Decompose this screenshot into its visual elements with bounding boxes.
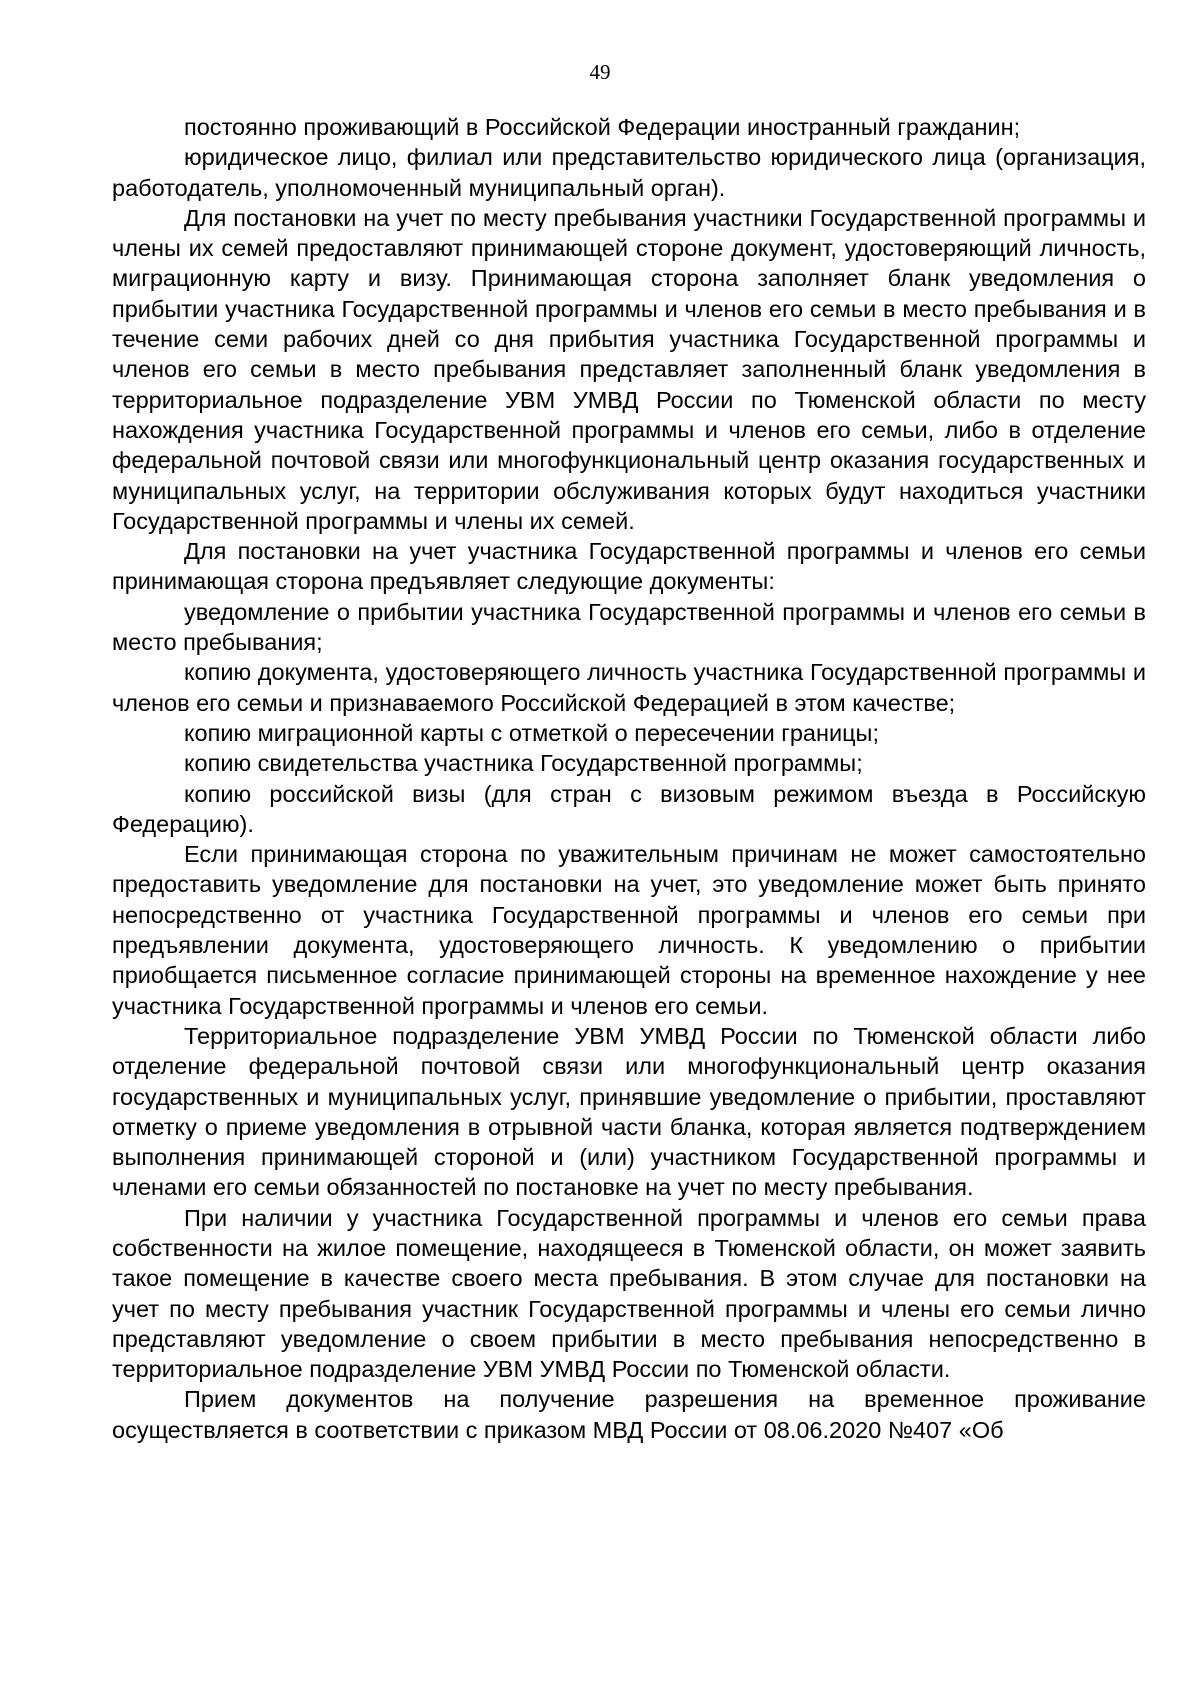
paragraph: Прием документов на получение разрешения на временное проживание осуществляется в соответствии с приказом МВД России от 08.06.2020 №407 «Об: [112, 1386, 1146, 1443]
paragraph: копию миграционной карты с отметкой о пересечении границы;: [184, 719, 879, 746]
paragraph: копию документа, удостоверяющего личность участника Государственной программы и членов его семьи и признаваемого Российской Федерацией в этом качестве;: [112, 659, 1146, 716]
document-body: [112, 112, 1146, 1445]
paragraph: Для постановки на учет участника Государственной программы и членов его семьи принимающая сторона предъявляет следующие документы:: [112, 538, 1146, 595]
paragraph: Территориальное подразделение УВМ УМВД России по Тюменской области либо отделение федеральной почтовой связи или многофункциональный центр оказания государственных и муниципальных услуг, принявшие уведомление о прибытии, проставляют отметку о приеме уведомления в отрывной части бланка, которая является подтверждением выполнения принимающей стороной и (или) участником Государственной программы и членами его семьи обязанностей по постановке на учет по месту пребывания.: [112, 1022, 1146, 1201]
paragraph: Если принимающая сторона по уважительным причинам не может самостоятельно предоставить уведомление для постановки на учет, это уведомление может быть принято непосредственно от участника Государственной программы и членов его семьи при предъявлении документа, удостоверяющего личность. К уведомлению о прибытии приобщается письменное согласие принимающей стороны на временное нахождение у нее участника Государственной программы и членов его семьи.: [112, 841, 1146, 1019]
paragraph: Для постановки на учет по месту пребывания участники Государственной программы и члены их семей предоставляют принимающей стороне документ, удостоверяющий личность, миграционную карту и визу. Принимающая сторона заполняет бланк уведомления о прибытии участника Государственной программы и членов его семьи в место пребывания и в течение семи рабочих дней со дня прибытия участника Государственной программы и членов его семьи в место пребывания представляет заполненный бланк уведомления в территориальное подразделение УВМ УМВД России по Тюменской области по месту нахождения участника Государственной программы и членов его семьи, либо в отделение федеральной почтовой связи или многофункциональный центр оказания государственных и муниципальных услуг, на территории обслуживания которых будут находиться участники Государственной программы и члены их семей.: [112, 204, 1146, 534]
page-number: 49: [589, 60, 611, 84]
paragraph: постоянно проживающий в Российской Федерации иностранный гражданин;: [184, 114, 1021, 140]
paragraph: При наличии у участника Государственной программы и членов его семьи права собственности на жилое помещение, находящееся в Тюменской области, он может заявить такое помещение в качестве своего места пребывания. В этом случае для постановки на учет по месту пребывания участник Государственной программы и члены его семьи лично представляют уведомление о своем прибытии в место пребывания непосредственно в территориальное подразделение УВМ УМВД России по Тюменской области.: [112, 1204, 1146, 1383]
paragraph: копию свидетельства участника Государственной программы;: [184, 750, 863, 777]
paragraph: уведомление о прибытии участника Государственной программы и членов его семьи в место пребывания;: [112, 598, 1146, 656]
paragraph: юридическое лицо, филиал или представительство юридического лица (организация, работодатель, уполномоченный муниципальный орган).: [112, 144, 1146, 201]
paragraph: копию российской визы (для стран с визовым режимом въезда в Российскую Федерацию).: [112, 780, 1146, 837]
